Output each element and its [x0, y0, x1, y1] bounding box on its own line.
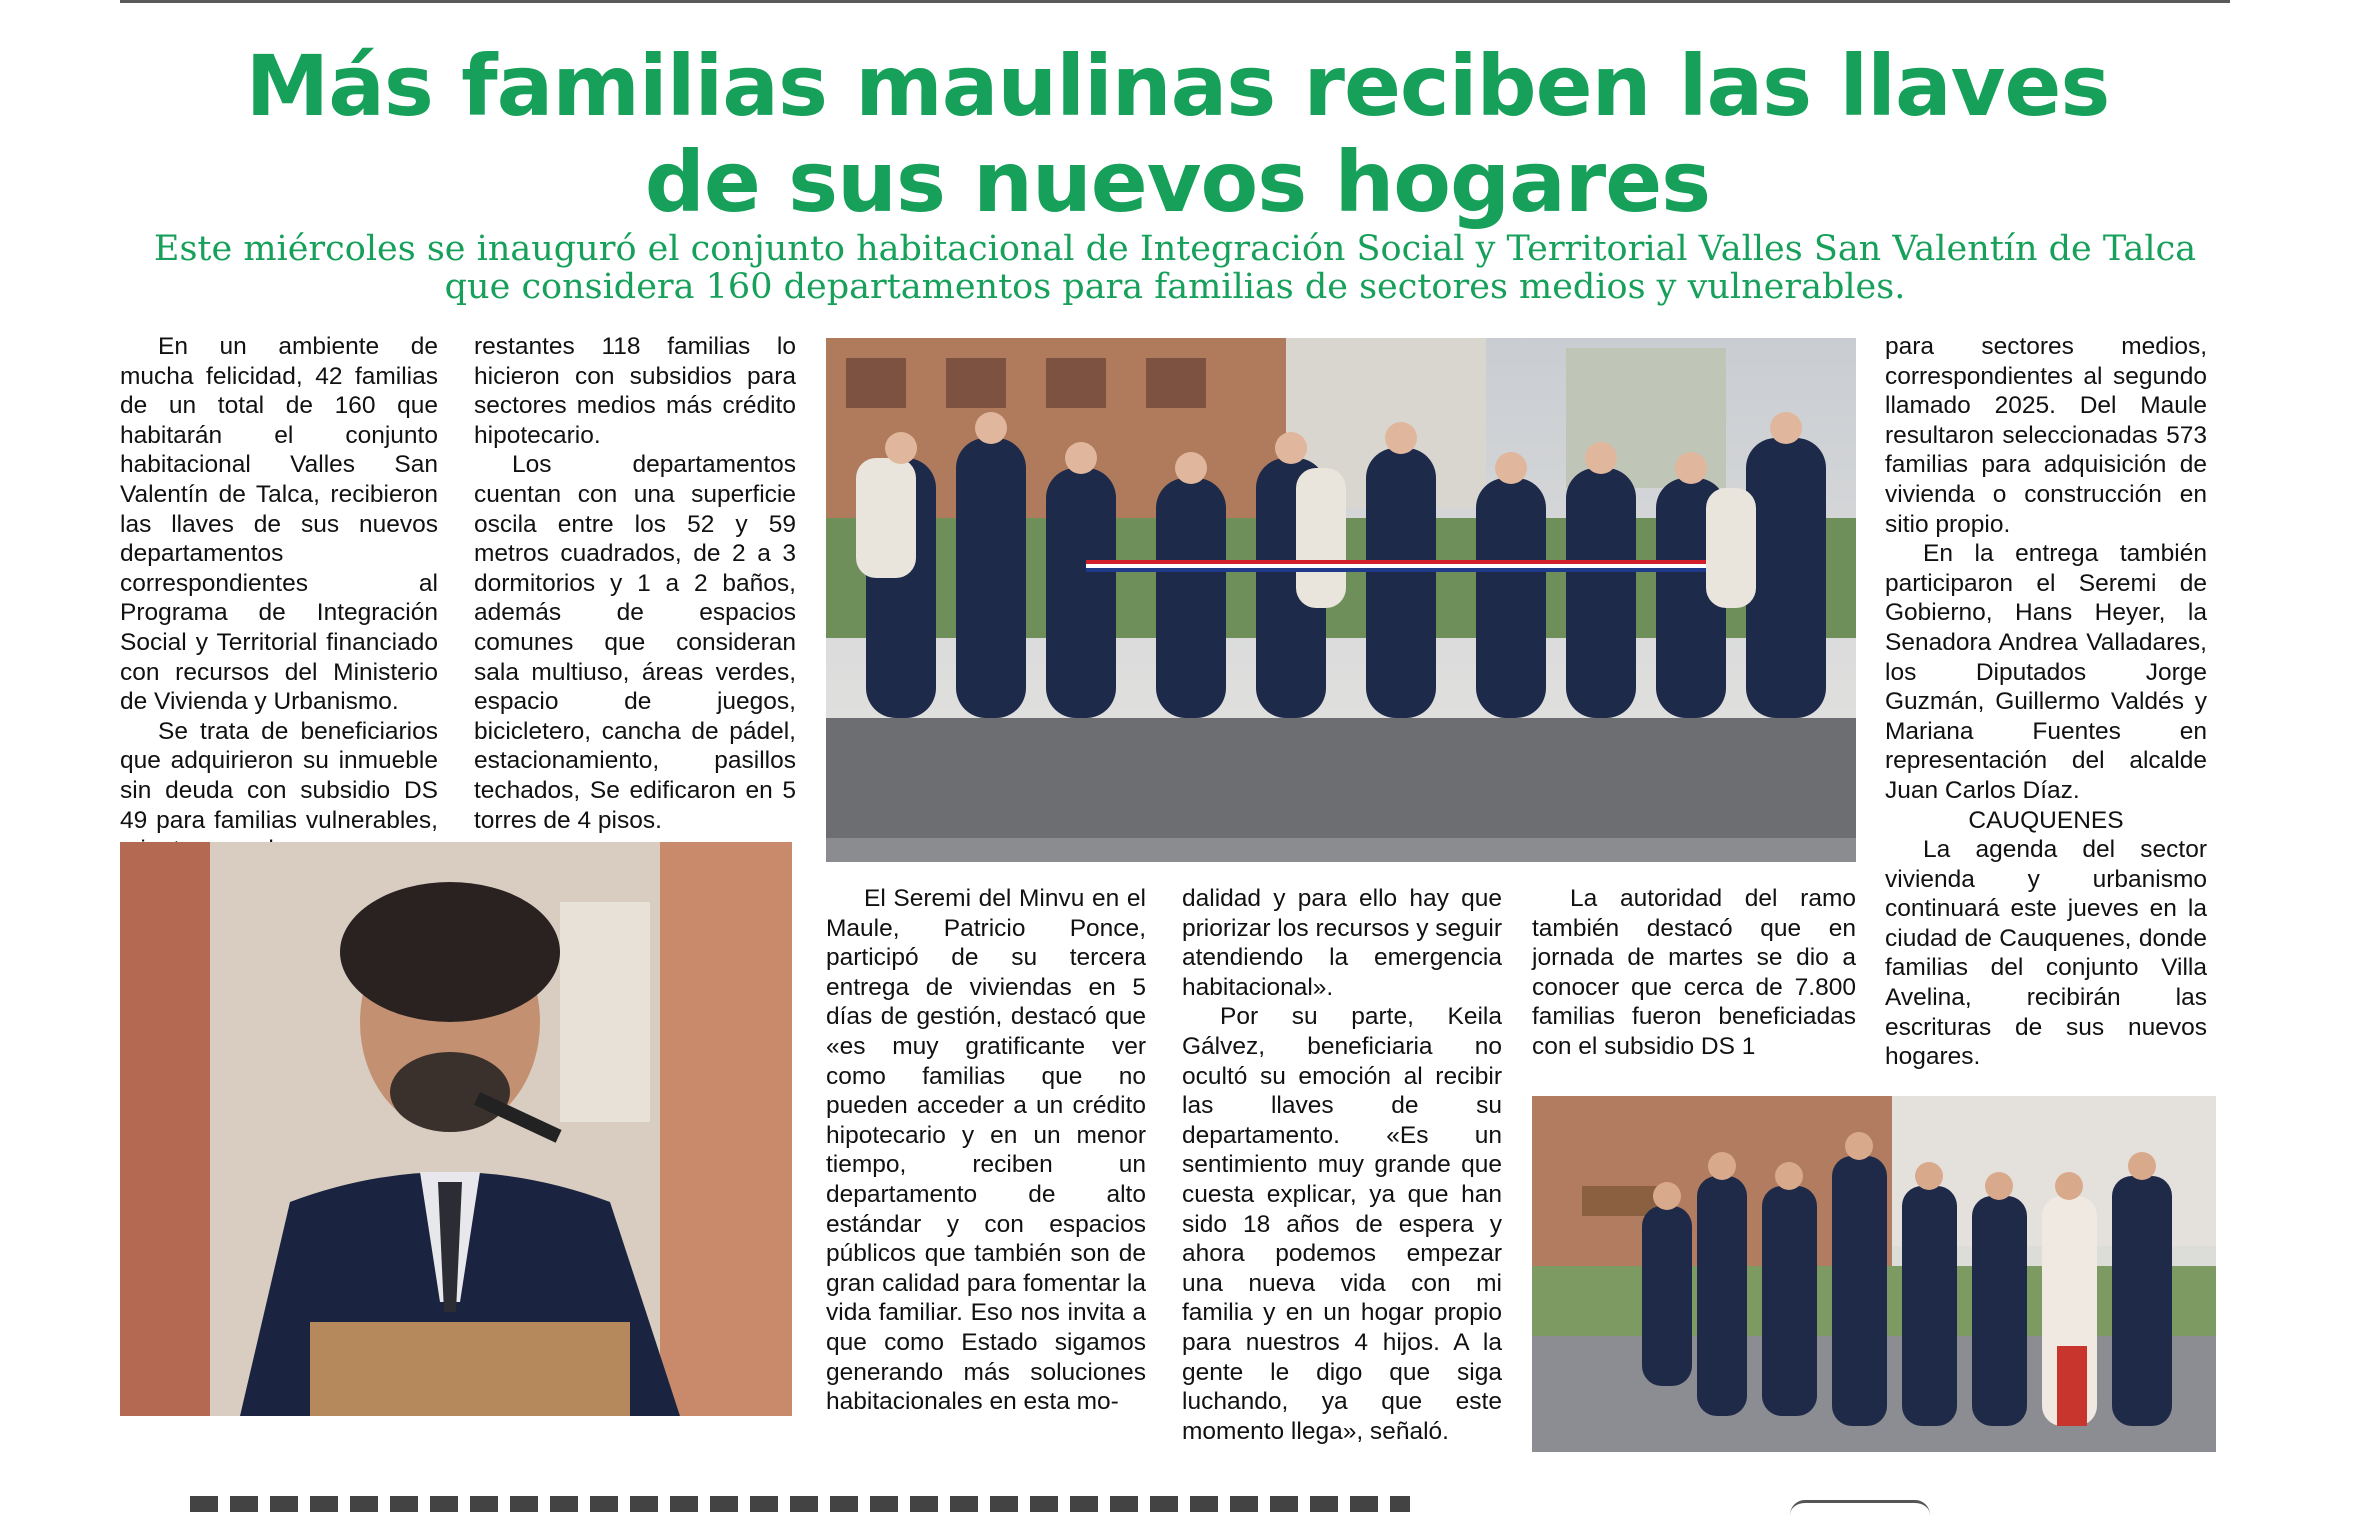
headline-line-1: Más familias maulinas reciben las llaves: [245, 37, 2110, 135]
article-column-5: [1532, 884, 1856, 1062]
paragraph: La agenda del sector vivienda y urbanismo continuará este jueves en la ciudad de Cauquenes, donde familias del conjunto Villa Avelina, recibirán las escrituras de sus nuevos hogares.: [1885, 836, 2207, 1071]
ribbon-cutting-photo: [826, 338, 1856, 862]
subheadline: Este miércoles se inauguró el conjunto habitacional de Integración Social y Territorial Valles San Valentín de Talca que considera 160 departamentos para familias de sectores medios y vulnerables.: [153, 229, 2197, 307]
section-heading: CAUQUENES: [1968, 806, 2124, 834]
families-group-photo: [1532, 1096, 2216, 1474]
article-column-4: [1182, 884, 1502, 1446]
headline-line-2: de sus nuevos hogares: [644, 133, 1711, 231]
paragraph: restantes 118 familias lo hicieron con subsidios para sectores medios más crédito hipotecario.: [474, 333, 796, 449]
paragraph: para sectores medios, correspondientes al segundo llamado 2025. Del Maule resultaron seleccionadas 573 familias para adquisición de vivienda o construcción en sitio propio.: [1885, 333, 2207, 538]
paragraph: Se trata de beneficiarios que adquirieron su inmueble sin deuda con subsidio DS 49 para familias vulnerables,: [120, 717, 438, 834]
article-column-1: [120, 332, 438, 865]
paragraph: En la entrega también participaron el Seremi de Gobierno, Hans Heyer, la Senadora Andrea Valladares, los Diputados Jorge Guzmán, Guillermo Valdés y Mariana Fuentes en representación del alcalde Juan Carlos Díaz.: [1885, 540, 2207, 804]
paragraph: dalidad y para ello hay que priorizar los recursos y seguir atendiendo la emergencia habitacional».: [1182, 885, 1502, 1001]
next-article-fragment: [0, 1452, 2355, 1512]
article-column-6: [1885, 332, 2207, 1072]
paragraph: El Seremi del Minvu en el Maule, Patricio Ponce, participó de su tercera entrega de viviendas en 5 días de gestión, destacó que «es muy gratificante ver como familias que no pueden acceder a un crédito hipotecario y en un menor tiempo, reciben un departamento de alto estándar y con espacios públicos que también son de gran calidad para fomentar la vida familiar. Eso nos invita a que como Estado sigamos generando más soluciones habitacionales en esta mo-: [826, 885, 1146, 1416]
paragraph: La autoridad del ramo también destacó que en jornada de martes se dio a conocer que cerca de 7.800 familias fueron beneficiadas con el subsidio DS 1: [1532, 885, 1856, 1060]
article-column-3: [826, 884, 1146, 1417]
paragraph: En un ambiente de mucha felicidad, 42 familias de un total de 160 que habitarán el conjunto habitacional Valles San Valentín de Talca, recibieron las llaves de sus nuevos departamentos correspondientes al Programa de Integración Social y Territorial financiado con recursos del Ministerio de Vivienda y Urbanismo.: [120, 333, 438, 716]
paragraph: Por su parte, Keila Gálvez, beneficiaria no ocultó su emoción al recibir las llaves de su departamento. «Es un sentimiento muy grande que cuesta explicar, ya que han sido 18 años de espera y ahora podemos empezar una nueva vida con mi familia y en un hogar propio para nuestros 4 hijos. A la gente le digo que siga luchando, ya que este momento llega», señaló.: [1182, 1003, 1502, 1445]
speaker-at-podium-photo: [120, 842, 792, 1416]
headline: [0, 38, 2355, 230]
cropped-seal-fragment: [1790, 1500, 1930, 1515]
top-rule: [120, 0, 2230, 3]
article-column-2: [474, 332, 796, 835]
paragraph: Los departamentos cuentan con una superficie oscila entre los 52 y 59 metros cuadrados, de 2 a 3 dormitorios y 1 a 2 baños, además de espacios comunes que consideran sala multiuso, áreas verdes, espacio de juegos, bicicletero, cancha de pádel, estacionamiento, pasillos techados, Se edificaron en 5 torres de 4 pisos.: [474, 451, 796, 834]
cropped-headline-fragment: [190, 1496, 1410, 1512]
